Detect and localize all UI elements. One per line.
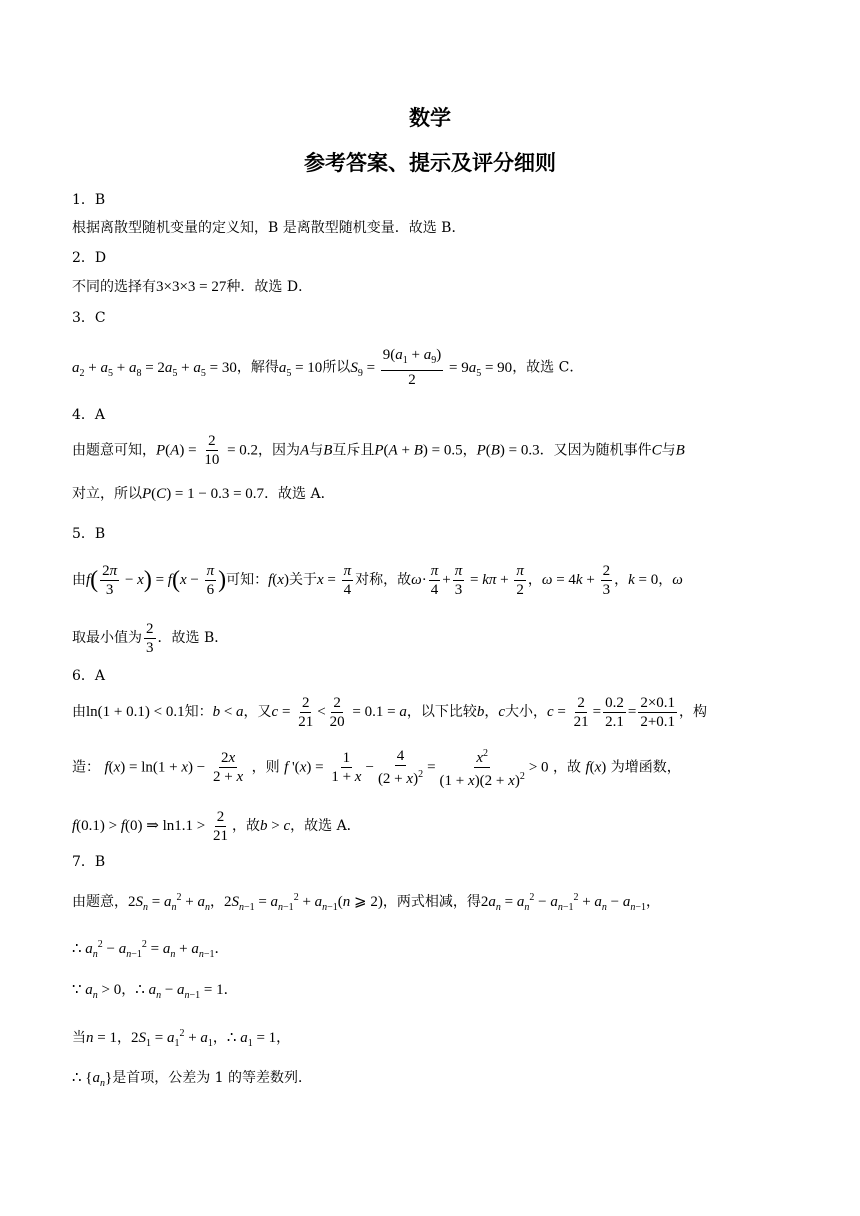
q4-explanation-line2: 对立，所以P(C) = 1 − 0.3 = 0.7．故选 A．: [72, 486, 335, 502]
q5-explanation-line1: 由f( $\frac{2\pi}{3}$ − x) = f(x − $\frac{\pi}{6}$ )可知：f(x)关于x = $\frac{\pi}{4}$ 对称，故ω· $\frac{\pi}{4}$ + $\frac{\pi}{3}$ = kπ + $\frac{\pi}{2}$ ，ω = 4k + $\frac{2}{3}$ ，k = 0，ω: [72, 562, 683, 598]
q5-answer: 5．B: [72, 526, 106, 542]
q7-explanation-line2: ∴ $a_n^2 - a_{n-1}^2 = a_n + a_{n-1}$．: [72, 939, 229, 960]
q6-explanation-line2: 造： f(x) = ln(1 + x) − $\frac{2x}{2 + x}$ ，则 f '(x) = $\frac{1}{1 + x}$ − $\frac{4}{(2 + x)^2}$ = $\frac{x^2}{(1 + x)(2 + x)^2}$ > 0 ，故 f(x) 为增函数，: [72, 745, 681, 790]
q6-explanation-line3: f(0.1) > f(0) ⇒ ln1.1 > $\frac{2}{21}$ ，故b > c，故选 A．: [72, 808, 361, 844]
page-title: 参考答案、提示及评分细则: [304, 151, 556, 175]
q4-explanation-line1: 由题意可知，P(A) = $\frac{2}{10}$ = 0.2，因为A与B互斥且P(A + B) = 0.5，P(B) = 0.3．又因为随机事件C与B: [72, 433, 685, 468]
q2-answer: 2．D: [72, 250, 107, 266]
q7-explanation-line4: 当n = 1，$2S_1 = a_1^2 + a_1$，∴ $a_1 = 1$，: [72, 1028, 291, 1049]
q3-answer: 3．C: [72, 310, 106, 326]
q6-explanation-line1: 由ln(1 + 0.1) < 0.1知：b < a，又c = $\frac{2}{21}$ < $\frac{2}{20}$ = 0.1 = a，以下比较b，c大小，c = $\frac{2}{21}$ = $\frac{0.2}{2.1}$ = $\frac{2\times 0.1}{2+0.1}$ ，构: [72, 694, 708, 730]
q7-explanation-line3: ∵ $a_n > 0$，∴ $a_n - a_{n-1} = 1$．: [72, 982, 238, 1001]
q7-explanation-line5: ∴ $\{a_n\}$是首项，公差为 1 的等差数列．: [72, 1070, 313, 1089]
q1-explanation: 根据离散型随机变量的定义知，B 是离散型随机变量．故选 B．: [72, 220, 466, 236]
q7-explanation-line1: 由题意，$2S_n = a_n^2 + a_n$，$2S_{n-1} = a_{n-1}^2 + a_{n-1}(n$ ⩾ 2)，两式相减，得$2a_n = a_n^2 - a_{n-1}^2 + a_n - a_{n-1}$，: [72, 892, 661, 913]
q7-answer: 7．B: [72, 854, 106, 870]
q4-answer: 4．A: [72, 407, 106, 423]
q2-explanation: 不同的选择有3×3×3 = 27种．故选 D．: [72, 279, 313, 295]
q3-explanation: $a_2 + a_5 + a_8 = 2a_5 + a_5 = 30$，解得$a_5 = 10$所以$S_9$ = $\frac{9(a_1 + a_9)}{2}$ = $9a_5 = 90$，故选 C．: [72, 347, 584, 388]
q1-answer: 1．B: [72, 192, 106, 208]
q6-answer: 6．A: [72, 668, 106, 684]
subject-title: 数学: [409, 106, 451, 130]
q5-explanation-line2: 取最小值为 $\frac{2}{3}$ ．故选 B．: [72, 620, 229, 656]
